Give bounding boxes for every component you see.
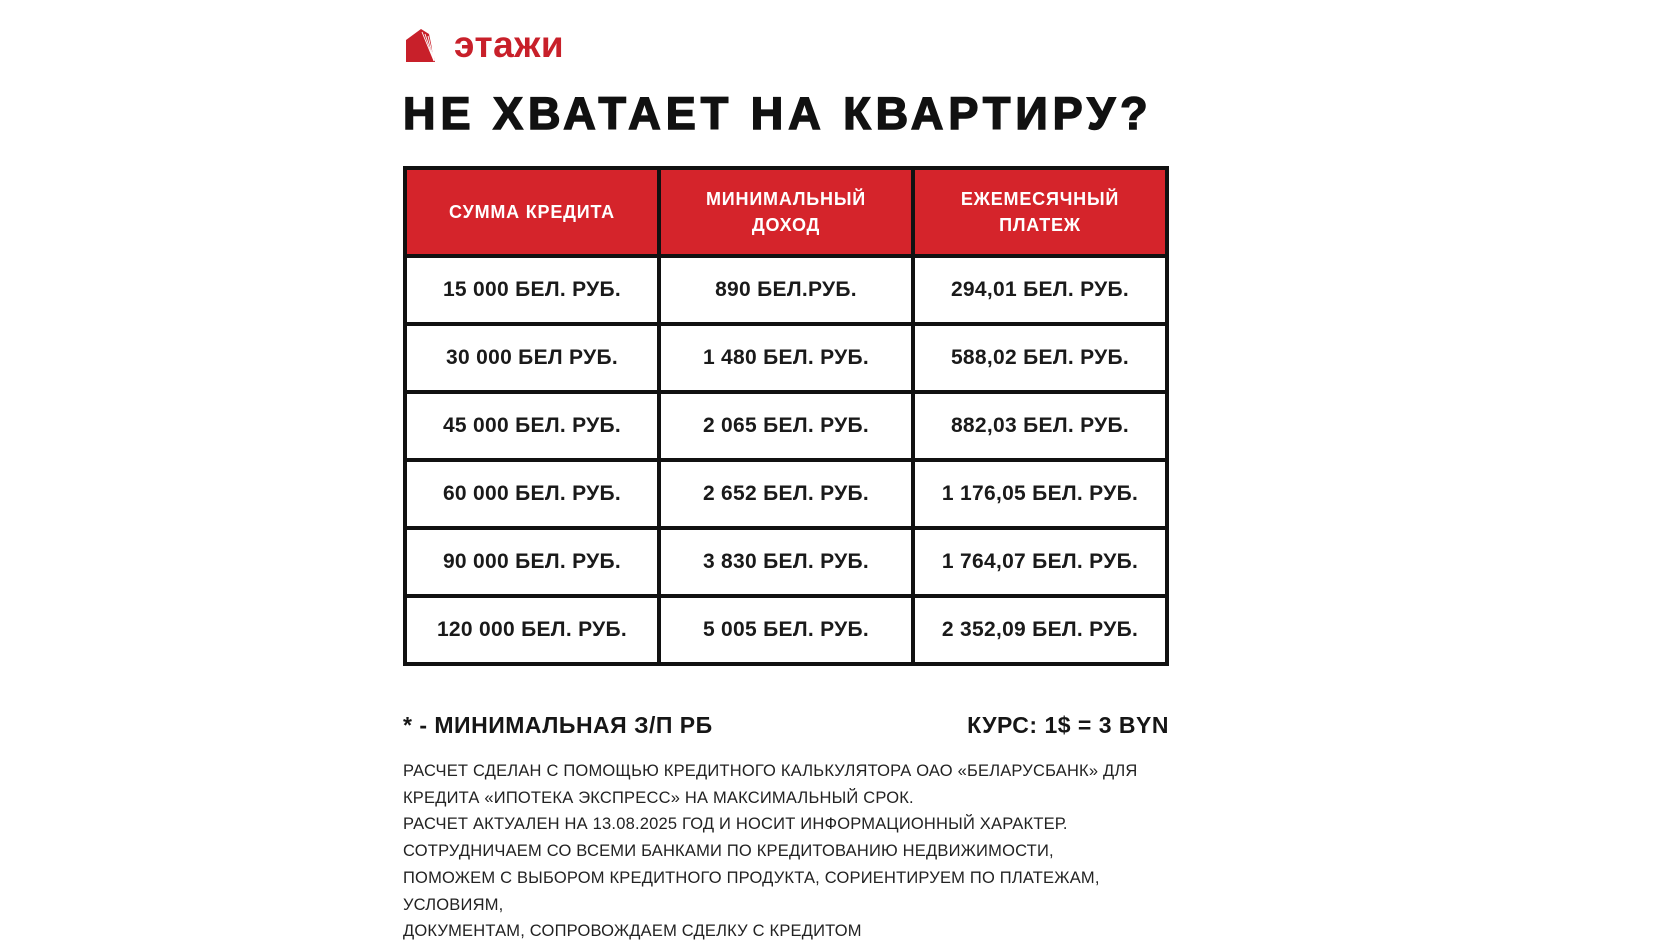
cell-monthly-payment: 588,02 БЕЛ. РУБ. (913, 324, 1167, 392)
cell-credit-sum: 90 000 БЕЛ. РУБ. (405, 528, 659, 596)
table-notes (403, 712, 1169, 739)
cell-monthly-payment: 294,01 БЕЛ. РУБ. (913, 256, 1167, 324)
disclaimer-line: РАСЧЕТ СДЕЛАН С ПОМОЩЬЮ КРЕДИТНОГО КАЛЬКУЛЯТОРА ОАО «БЕЛАРУСБАНК» ДЛЯ (403, 762, 1138, 780)
disclaimer-line: ПОМОЖЕМ С ВЫБОРОМ КРЕДИТНОГО ПРОДУКТА, СОРИЕНТИРУЕМ ПО ПЛАТЕЖАМ, (403, 868, 1100, 887)
col-header-credit-sum: СУММА КРЕДИТА (405, 168, 659, 256)
cell-monthly-payment: 2 352,09 БЕЛ. РУБ. (913, 596, 1167, 664)
disclaimer-line: СОТРУДНИЧАЕМ СО ВСЕМИ БАНКАМИ ПО КРЕДИТОВАНИЮ НЕДВИЖИМОСТИ, (403, 842, 1054, 861)
disclaimer-text (403, 758, 1193, 945)
table-row (405, 596, 1167, 664)
cell-min-income: 1 480 БЕЛ. РУБ. (659, 324, 913, 392)
disclaimer-line: КРЕДИТА «ИПОТЕКА ЭКСПРЕСС» НА МАКСИМАЛЬНЫЙ СРОК. (403, 788, 914, 807)
table-row (405, 392, 1167, 460)
cell-credit-sum: 15 000 БЕЛ. РУБ. (405, 256, 659, 324)
disclaimer-line: УСЛОВИЯМ, (403, 895, 504, 914)
cell-monthly-payment: 1 764,07 БЕЛ. РУБ. (913, 528, 1167, 596)
house-fan-icon (405, 28, 445, 63)
table-row (405, 528, 1167, 596)
cell-monthly-payment: 882,03 БЕЛ. РУБ. (913, 392, 1167, 460)
exchange-rate-note: КУРС: 1$ = 3 BYN (967, 712, 1169, 738)
cell-min-income: 3 830 БЕЛ. РУБ. (659, 528, 913, 596)
disclaimer-line: ДОКУМЕНТАМ, СОПРОВОЖДАЕМ СДЕЛКУ С КРЕДИТОМ (403, 922, 862, 941)
credit-table (403, 166, 1169, 666)
table-row (405, 460, 1167, 528)
table-row (405, 256, 1167, 324)
cell-monthly-payment: 1 176,05 БЕЛ. РУБ. (913, 460, 1167, 528)
col-header-monthly-payment: ЕЖЕМЕСЯЧНЫЙ ПЛАТЕЖ (913, 168, 1167, 256)
disclaimer-line: РАСЧЕТ АКТУАЛЕН НА 13.08.2025 ГОД И НОСИТ ИНФОРМАЦИОННЫЙ ХАРАКТЕР. (403, 815, 1068, 834)
cell-credit-sum: 120 000 БЕЛ. РУБ. (405, 596, 659, 664)
brand-logo (405, 24, 564, 66)
cell-credit-sum: 60 000 БЕЛ. РУБ. (405, 460, 659, 528)
cell-min-income: 2 065 БЕЛ. РУБ. (659, 392, 913, 460)
cell-min-income: 890 БЕЛ.РУБ. (659, 256, 913, 324)
cell-min-income: 5 005 БЕЛ. РУБ. (659, 596, 913, 664)
min-salary-note: * - МИНИМАЛЬНАЯ З/П РБ (403, 712, 713, 738)
cell-credit-sum: 45 000 БЕЛ. РУБ. (405, 392, 659, 460)
table-row (405, 324, 1167, 392)
brand-name: этажи (454, 24, 565, 65)
table-header-row (405, 168, 1167, 256)
col-header-min-income: МИНИМАЛЬНЫЙ ДОХОД (659, 168, 913, 256)
page-title: НЕ ХВАТАЕТ НА КВАРТИРУ? (403, 88, 1153, 139)
cell-credit-sum: 30 000 БЕЛ РУБ. (405, 324, 659, 392)
cell-min-income: 2 652 БЕЛ. РУБ. (659, 460, 913, 528)
